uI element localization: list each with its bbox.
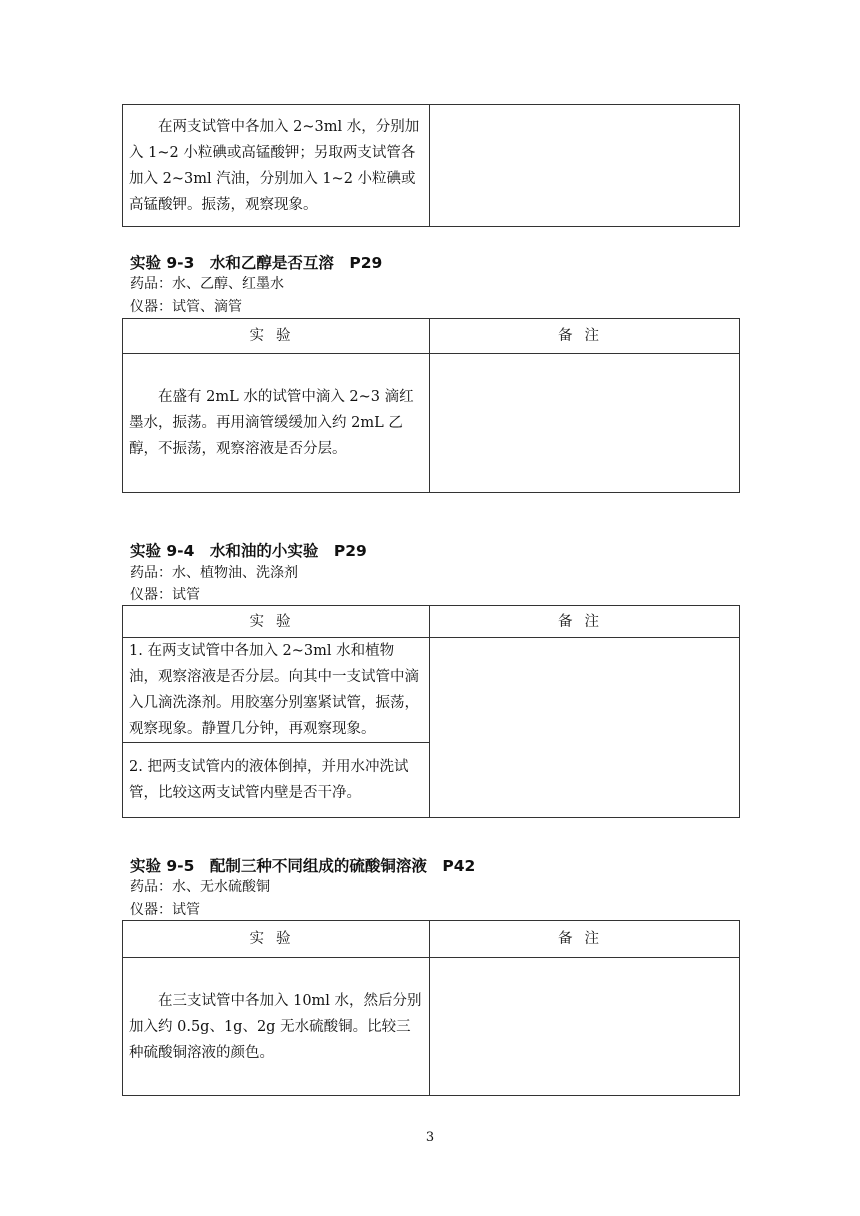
header-note: 备注: [430, 921, 740, 958]
header-experiment: 实验: [123, 606, 430, 638]
note-cell: [430, 354, 740, 493]
page-number: 3: [425, 1130, 435, 1145]
drugs-9-5: 药品：水、无水硫酸铜: [130, 879, 270, 895]
experiment-step-2: 2. 把两支试管内的液体倒掉，并用水冲洗试管，比较这两支试管内壁是否干净。: [123, 743, 430, 818]
instruments-9-4: 仪器：试管: [130, 587, 200, 603]
experiment-table-9-5: [122, 920, 740, 1096]
drugs-9-4: 药品：水、植物油、洗涤剂: [130, 565, 298, 581]
note-cell: [430, 958, 740, 1096]
experiment-step-1: 1. 在两支试管中各加入 2~3ml 水和植物油，观察溶液是否分层。向其中一支试管中滴入几滴洗涤剂。用胶塞分别塞紧试管，振荡，观察现象。静置几分钟，再观察现象。: [123, 638, 430, 743]
header-note: 备注: [430, 606, 740, 638]
experiment-table-9-3: [122, 318, 740, 493]
section-title-9-4: 实验 9-4 水和油的小实验 P29: [130, 542, 367, 560]
experiment-table-9-4: [122, 605, 740, 818]
section-title-9-3: 实验 9-3 水和乙醇是否互溶 P29: [130, 254, 383, 272]
header-experiment: 实验: [123, 921, 430, 958]
instruments-9-3: 仪器：试管、滴管: [130, 299, 242, 315]
experiment-cell: 在盛有 2mL 水的试管中滴入 2~3 滴红墨水，振荡。再用滴管缓缓加入约 2mL 乙醇，不振荡，观察溶液是否分层。: [123, 354, 430, 493]
experiment-cell: 在两支试管中各加入 2~3ml 水，分别加入 1~2 小粒碘或高锰酸钾；另取两支试管各加入 2~3ml 汽油，分别加入 1~2 小粒碘或高锰酸钾。振荡，观察现象。: [123, 105, 430, 227]
drugs-9-3: 药品：水、乙醇、红墨水: [130, 276, 284, 292]
note-cell: [430, 638, 740, 818]
experiment-cell: 在三支试管中各加入 10ml 水，然后分别加入约 0.5g、1g、2g 无水硫酸铜。比较三种硫酸铜溶液的颜色。: [123, 958, 430, 1096]
note-cell: [430, 105, 740, 227]
section-title-9-5: 实验 9-5 配制三种不同组成的硫酸铜溶液 P42: [130, 857, 476, 875]
experiment-table-continued: [122, 104, 740, 227]
header-experiment: 实验: [123, 319, 430, 354]
instruments-9-5: 仪器：试管: [130, 902, 200, 918]
header-note: 备注: [430, 319, 740, 354]
